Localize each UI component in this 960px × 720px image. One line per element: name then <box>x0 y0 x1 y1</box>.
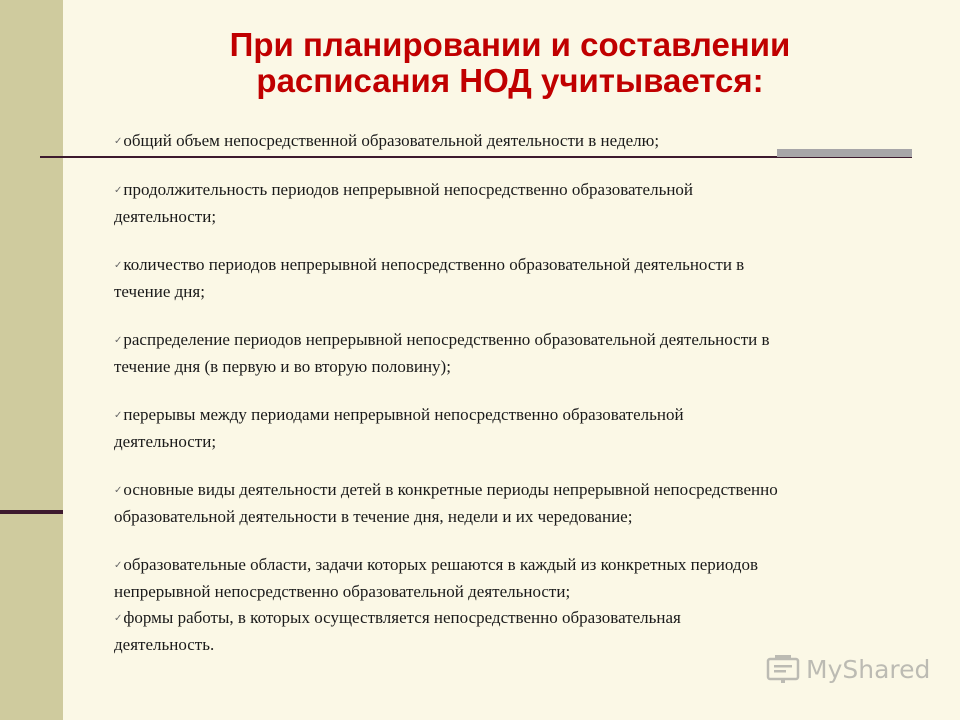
checkmark-icon: ✓ <box>114 185 123 196</box>
left-band-divider <box>0 510 63 514</box>
checkmark-icon: ✓ <box>114 560 123 571</box>
slide-title-line-1: При планировании и составлении <box>229 26 791 63</box>
bullet-item-distribution <box>114 327 944 380</box>
bullet-text-line: перерывы между периодами непрерывной непосредственно образовательной <box>123 405 684 424</box>
checkmark-icon: ✓ <box>114 335 123 346</box>
bullet-text-line: деятельности; <box>114 432 217 451</box>
bullet-item-work-forms <box>114 605 944 658</box>
watermark-text: MyShared <box>806 654 931 684</box>
bullet-list <box>114 128 944 658</box>
presentation-board-icon <box>766 654 800 684</box>
bullet-item-count <box>114 252 944 305</box>
left-decorative-band <box>0 0 63 720</box>
bullet-text-line: количество периодов непрерывной непосредственно образовательной деятельности в <box>123 255 745 274</box>
bullet-text-line: деятельность. <box>114 635 215 654</box>
bullet-text-line: образовательные области, задачи которых решаются в каждый из конкретных периодов <box>123 555 759 574</box>
checkmark-icon: ✓ <box>114 260 123 271</box>
slide-title <box>100 27 920 99</box>
checkmark-icon: ✓ <box>114 136 123 147</box>
bullet-text-line: распределение периодов непрерывной непосредственно образовательной деятельности в <box>123 330 770 349</box>
bullet-text-line: формы работы, в которых осуществляется непосредственно образовательная <box>123 608 681 627</box>
bullet-item-areas <box>114 552 944 605</box>
bullet-item-breaks <box>114 402 944 455</box>
bullet-text-line: деятельности; <box>114 207 217 226</box>
bullet-text-line: продолжительность периодов непрерывной непосредственно образовательной <box>123 180 694 199</box>
bullet-text-line: общий объем непосредственной образовательной деятельности в неделю; <box>123 131 660 150</box>
bullet-item-duration <box>114 177 944 230</box>
checkmark-icon: ✓ <box>114 485 123 496</box>
slide-title-line-2: расписания НОД учитывается: <box>256 62 764 99</box>
bullet-text-line: течение дня; <box>114 282 205 301</box>
bullet-item-activity-types <box>114 477 944 530</box>
bullet-item-total-volume <box>114 128 944 155</box>
bullet-text-line: непрерывной непосредственно образовательной деятельности; <box>114 582 571 601</box>
checkmark-icon: ✓ <box>114 613 123 624</box>
bullet-text-line: течение дня (в первую и во вторую половину); <box>114 357 451 376</box>
checkmark-icon: ✓ <box>114 410 123 421</box>
bullet-text-line: образовательной деятельности в течение дня, недели и их чередование; <box>114 507 633 526</box>
bullet-text-line: основные виды деятельности детей в конкретные периоды непрерывной непосредственно <box>123 480 778 499</box>
watermark <box>766 654 930 684</box>
